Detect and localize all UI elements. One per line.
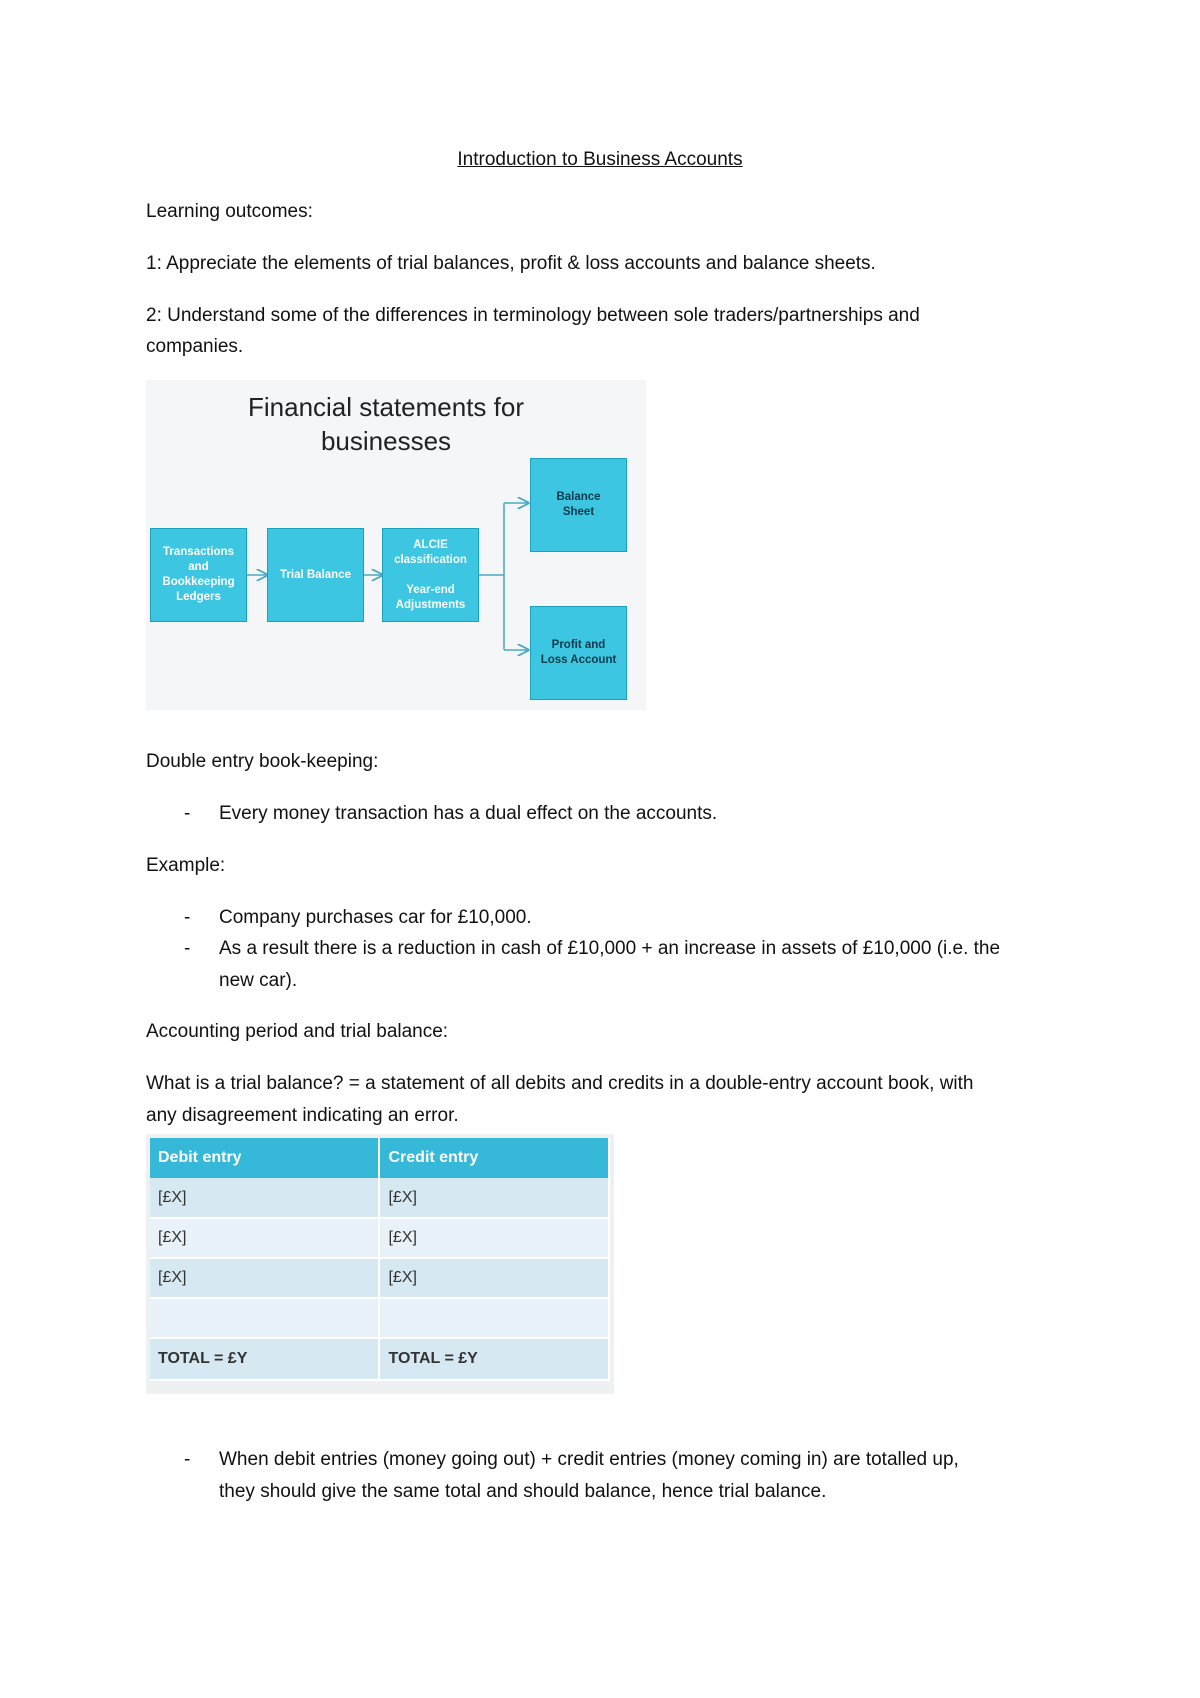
accounting-heading: Accounting period and trial balance: <box>146 1021 449 1042</box>
table-row <box>150 1218 609 1258</box>
financial-statements-diagram <box>146 380 646 710</box>
table-cell <box>379 1298 609 1338</box>
box-profit-loss-line-2: Loss Account <box>540 654 617 666</box>
example-bullet-2-line-2: new car). <box>219 970 298 991</box>
table-cell: [£X] <box>379 1258 609 1298</box>
diagram-title-line-2: businesses <box>320 426 452 456</box>
table-cell: [£X] <box>379 1218 609 1258</box>
double-entry-bullet: Every money transaction has a dual effect on the accounts. <box>219 803 718 824</box>
box-transactions-line-1: Transactions <box>163 546 234 558</box>
bullet-dash: - <box>184 1449 191 1470</box>
box-trial-balance-label: Trial Balance <box>280 568 351 581</box>
trial-balance-table <box>150 1138 610 1381</box>
box-transactions-line-4: Ledgers <box>176 591 221 603</box>
table-cell: [£X] <box>150 1178 379 1218</box>
table-cell: [£X] <box>379 1178 609 1218</box>
table-total-debit: TOTAL = £Y <box>150 1338 379 1380</box>
box-alcie-line-4: Year-end <box>406 583 455 596</box>
learning-outcomes-label: Learning outcomes: <box>146 201 313 222</box>
box-transactions-line-3: Bookkeeping <box>162 576 235 588</box>
box-balance-sheet <box>530 458 627 552</box>
table-cell: [£X] <box>150 1258 379 1298</box>
table-total-credit: TOTAL = £Y <box>379 1338 609 1380</box>
box-trial-balance <box>267 528 364 622</box>
box-alcie <box>382 528 479 622</box>
table-row <box>150 1258 609 1298</box>
table-row <box>150 1178 609 1218</box>
box-alcie-line-1: ALCIE <box>413 538 448 551</box>
double-entry-heading: Double entry book-keeping: <box>146 751 379 772</box>
box-transactions-line-2: and <box>188 561 209 573</box>
table-header-debit: Debit entry <box>150 1138 379 1178</box>
bullet-dash: - <box>184 803 191 824</box>
page-title: Introduction to Business Accounts <box>457 149 743 170</box>
example-bullet-1: Company purchases car for £10,000. <box>219 907 532 928</box>
outcome-2-line-1: 2: Understand some of the differences in terminology between sole traders/partnerships and <box>146 305 920 326</box>
final-bullet-line-2: they should give the same total and should balance, hence trial balance. <box>219 1481 827 1502</box>
box-profit-loss <box>530 606 627 700</box>
table-cell <box>150 1298 379 1338</box>
table-cell: [£X] <box>150 1218 379 1258</box>
outcome-2-line-2: companies. <box>146 336 244 357</box>
example-heading: Example: <box>146 855 226 876</box>
diagram-title-line-1: Financial statements for <box>247 392 524 422</box>
box-balance-sheet-line-1: Balance <box>556 491 601 503</box>
bullet-dash: - <box>184 938 191 959</box>
box-balance-sheet-line-2: Sheet <box>562 506 595 518</box>
box-alcie-line-5: Adjustments <box>395 598 466 611</box>
table-row <box>150 1298 609 1338</box>
box-transactions <box>150 528 247 622</box>
final-bullet-line-1: When debit entries (money going out) + credit entries (money coming in) are totalled up, <box>219 1449 959 1470</box>
box-alcie-spacer <box>394 568 467 583</box>
example-bullet-2-line-1: As a result there is a reduction in cash of £10,000 + an increase in assets of £10,000 (i.e. the <box>219 938 1001 959</box>
trial-definition-line-2: any disagreement indicating an error. <box>146 1105 459 1126</box>
box-profit-loss-line-1: Profit and <box>551 639 606 651</box>
box-alcie-line-2: classification <box>394 553 467 566</box>
table-header-credit: Credit entry <box>379 1138 609 1178</box>
trial-definition-line-1: What is a trial balance? = a statement of all debits and credits in a double-entry account book, with <box>146 1073 974 1094</box>
bullet-dash: - <box>184 907 191 928</box>
table-total-row <box>150 1338 609 1380</box>
outcome-1: 1: Appreciate the elements of trial balances, profit & loss accounts and balance sheets. <box>146 253 876 274</box>
